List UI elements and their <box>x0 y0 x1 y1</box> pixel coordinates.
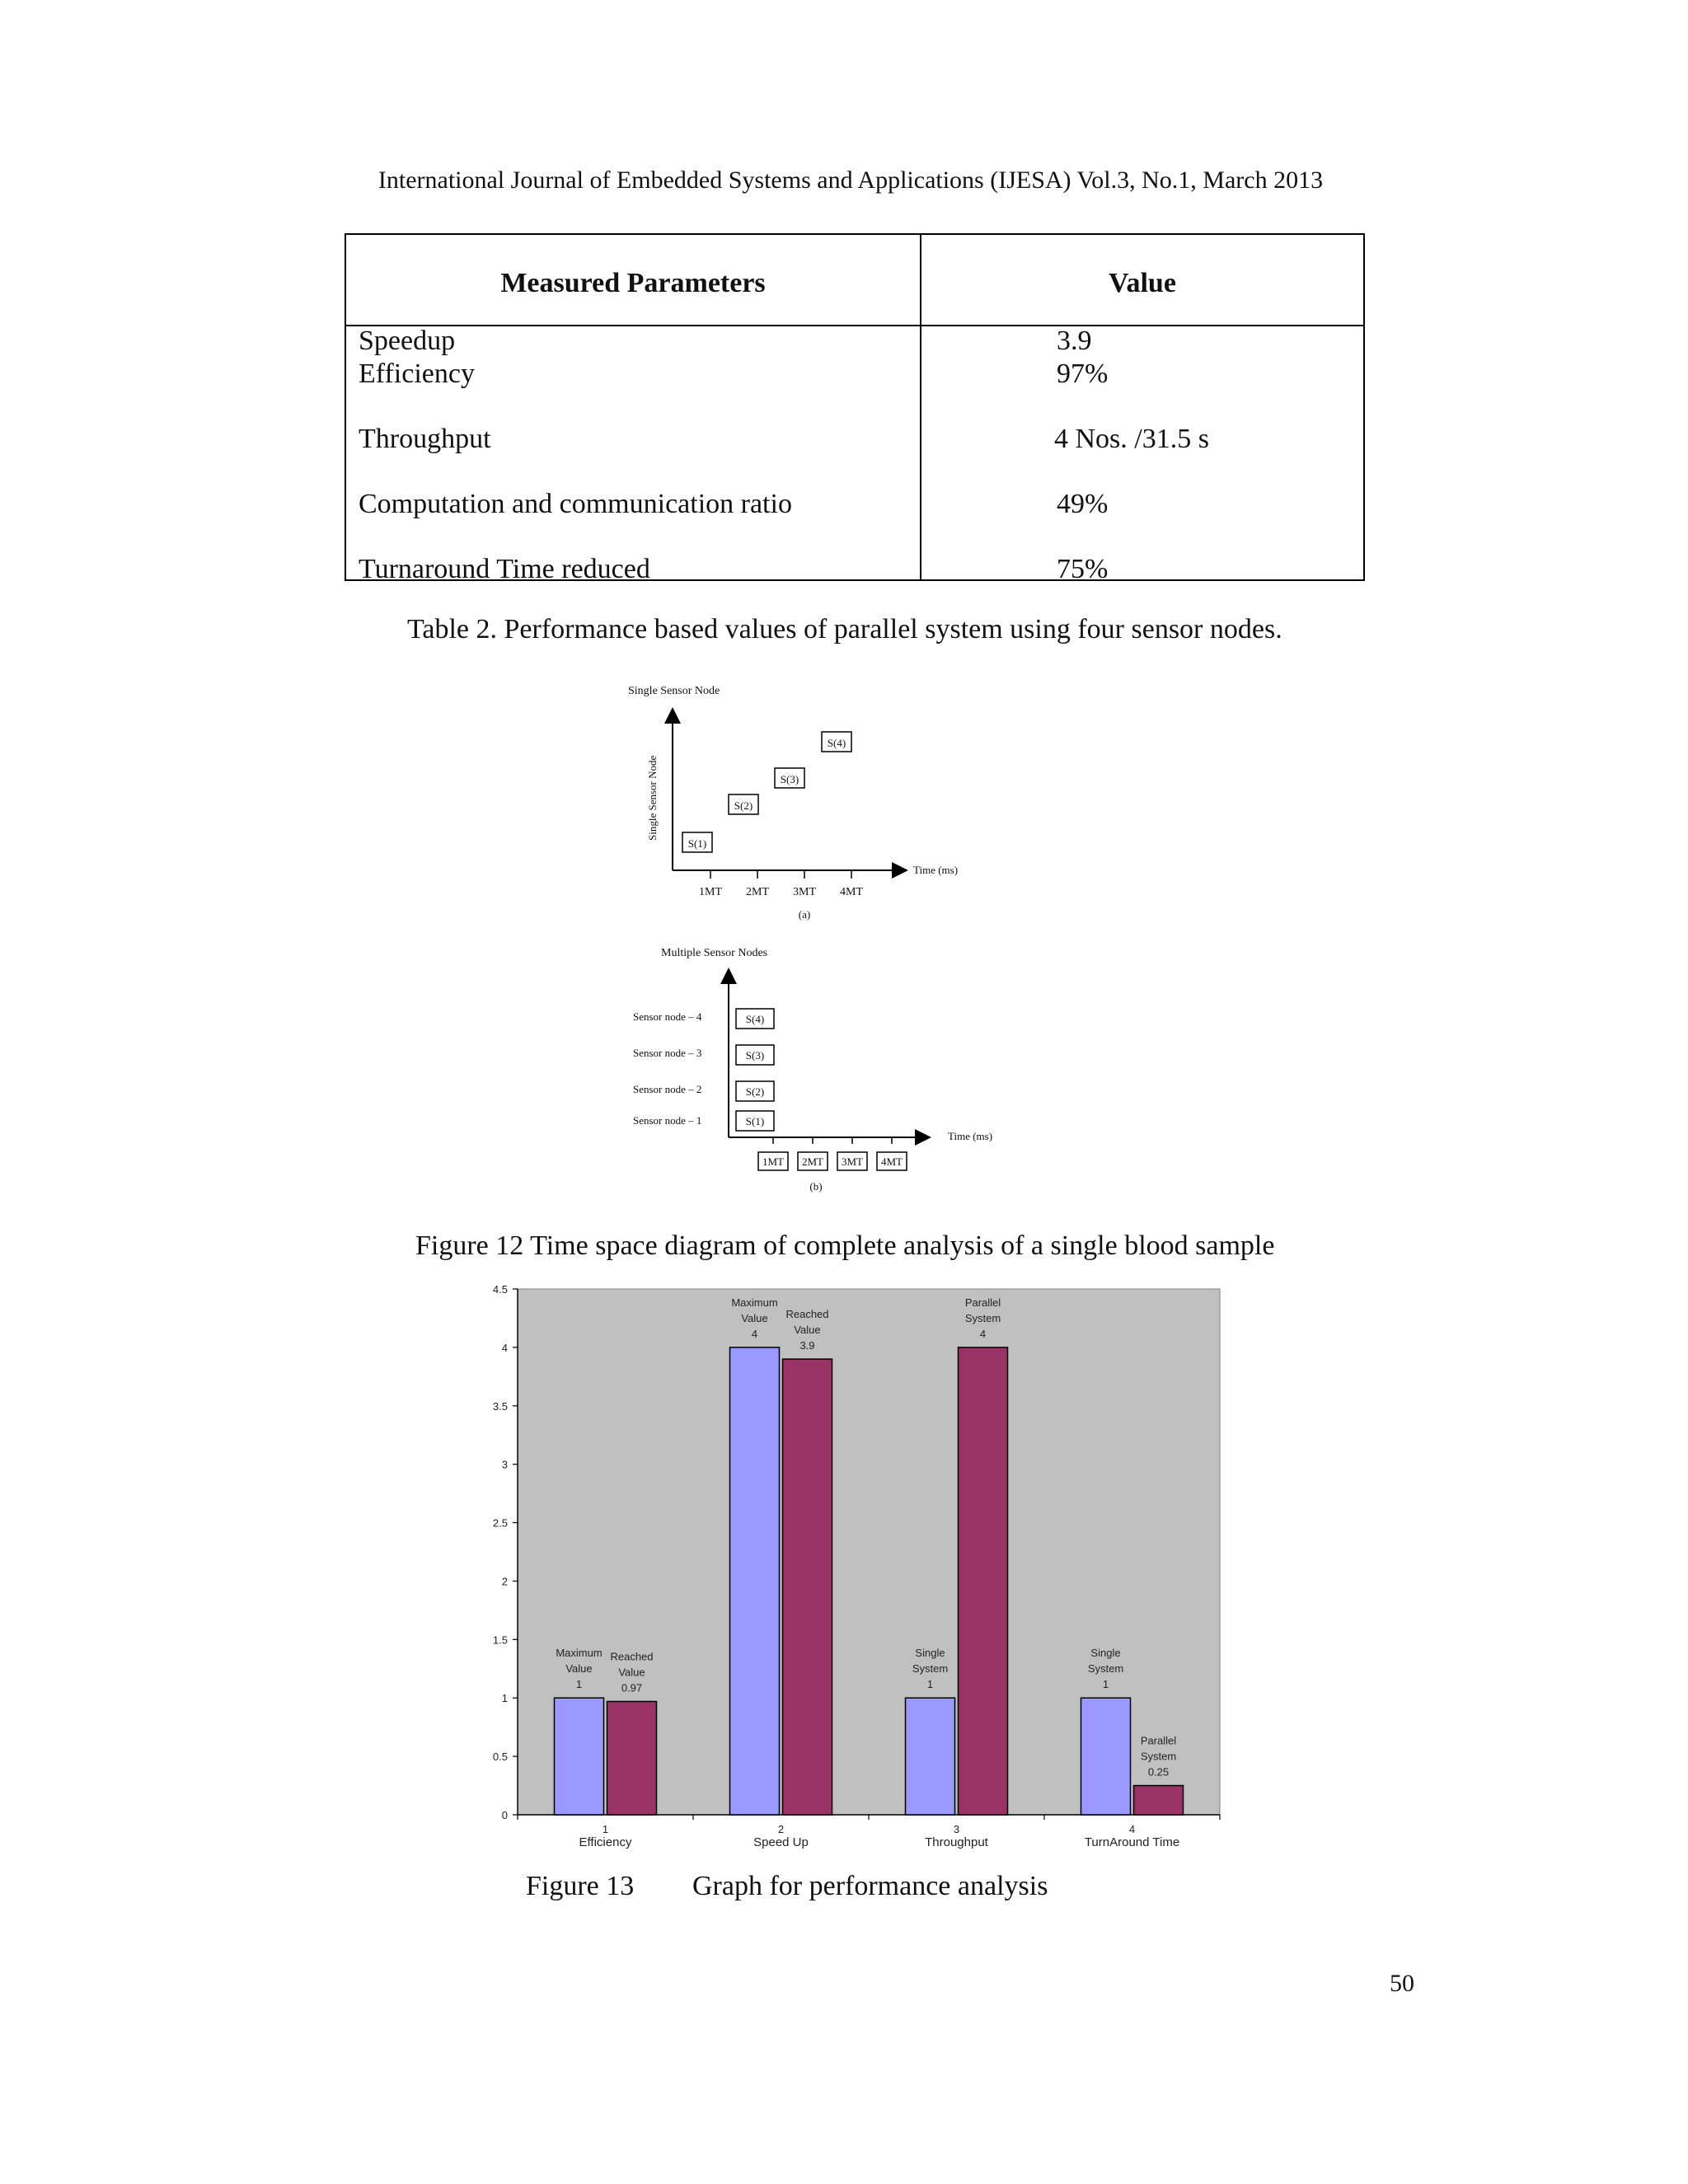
performance-bar-chart <box>462 1276 1253 1861</box>
figure-13-caption-text: Graph for performance analysis <box>692 1871 1048 1901</box>
row-value: 97% <box>1057 359 1109 389</box>
bar <box>1081 1698 1131 1815</box>
bar <box>783 1359 832 1815</box>
tick-label: 4MT <box>881 1155 903 1168</box>
tick-label: 2MT <box>746 886 769 898</box>
bar-value-label: 4 <box>751 1327 758 1340</box>
bar-series-label: System <box>1140 1750 1177 1763</box>
bar-series-label: System <box>964 1311 1001 1324</box>
process-box: S(3) <box>780 773 799 785</box>
page-number: 50 <box>1390 1970 1414 1997</box>
table-caption: Table 2. Performance based values of parallel system using four sensor nodes. <box>407 614 1282 644</box>
bar-series-label: Maximum <box>731 1296 778 1309</box>
x-axis <box>518 1815 1220 1849</box>
row-label: Turnaround Time reduced <box>359 554 650 581</box>
process-box: S(4) <box>827 737 846 749</box>
y-axis <box>493 1283 518 1821</box>
bar <box>555 1698 604 1815</box>
diagram-a-xlabel: Time (ms) <box>913 864 959 876</box>
process-box: S(3) <box>745 1049 765 1062</box>
diagram-b-sublabel: (b) <box>809 1180 823 1193</box>
x-category-label: Throughput <box>925 1835 988 1849</box>
sensor-node-label: Sensor node – 1 <box>633 1114 702 1127</box>
x-category-label: Efficiency <box>579 1835 632 1849</box>
row-label: Speedup <box>359 326 456 356</box>
process-box: S(1) <box>745 1115 765 1127</box>
y-tick-label: 0.5 <box>492 1750 508 1764</box>
y-tick-label: 1 <box>501 1692 508 1705</box>
bar <box>607 1701 657 1815</box>
x-category-number: 1 <box>602 1823 609 1835</box>
y-tick-label: 4.5 <box>492 1283 508 1296</box>
row-label: Efficiency <box>359 359 475 389</box>
process-box: S(4) <box>745 1013 765 1025</box>
x-category-number: 2 <box>777 1823 785 1835</box>
y-tick-label: 2 <box>501 1575 508 1588</box>
figure-12-caption: Figure 12 Time space diagram of complete analysis of a single blood sample <box>415 1230 1275 1261</box>
diagram-a <box>628 685 958 921</box>
tick-label: 4MT <box>840 886 863 898</box>
x-category-label: TurnAround Time <box>1084 1835 1180 1849</box>
y-tick-label: 3.5 <box>492 1399 508 1413</box>
bar-value-label: 1 <box>1102 1678 1109 1691</box>
y-tick-label: 4 <box>501 1341 508 1354</box>
bar-series-label: Maximum <box>556 1647 603 1660</box>
bar-value-label: 1 <box>575 1678 583 1691</box>
bar <box>730 1347 780 1815</box>
diagram-b <box>633 947 992 1193</box>
row-value: 3.9 <box>1057 326 1092 356</box>
time-space-diagram <box>626 676 1022 1203</box>
row-value: 49% <box>1057 489 1109 519</box>
diagram-a-title: Single Sensor Node <box>628 685 720 697</box>
bar-value-label: 4 <box>979 1327 987 1340</box>
bar-series-label: Parallel <box>1140 1734 1177 1747</box>
tick-label: 3MT <box>793 886 816 898</box>
column-header-parameters: Measured Parameters <box>500 268 766 298</box>
bar-series-label: System <box>1087 1662 1124 1675</box>
sensor-node-label: Sensor node – 2 <box>633 1083 702 1095</box>
row-label: Computation and communication ratio <box>359 489 792 519</box>
diagram-b-xlabel: Time (ms) <box>948 1130 993 1142</box>
bar <box>1134 1786 1184 1815</box>
bar-series-label: System <box>912 1662 949 1675</box>
figure-13-caption-number: Figure 13 <box>526 1871 635 1901</box>
diagram-b-title: Multiple Sensor Nodes <box>661 947 768 959</box>
tick-label: 1MT <box>699 886 722 898</box>
bar-value-label: 0.25 <box>1147 1765 1170 1779</box>
bar-series-label: Value <box>618 1666 645 1679</box>
row-label: Throughput <box>359 424 491 454</box>
bar-series-label: Value <box>794 1324 821 1337</box>
bar-series-label: Reached <box>610 1650 654 1663</box>
y-tick-label: 2.5 <box>492 1516 508 1530</box>
bar-value-label: 3.9 <box>799 1339 815 1352</box>
sensor-node-label: Sensor node – 4 <box>633 1010 702 1023</box>
bar-series-label: Value <box>565 1662 593 1675</box>
x-category-label: Speed Up <box>753 1835 809 1849</box>
bar-value-label: 1 <box>926 1678 934 1691</box>
bar-series-label: Reached <box>785 1308 829 1321</box>
bar <box>906 1698 955 1815</box>
journal-header: International Journal of Embedded Systems and Applications (IJESA) Vol.3, No.1, March 2013 <box>377 166 1324 194</box>
parameters-table <box>345 233 1365 581</box>
y-tick-label: 1.5 <box>492 1633 508 1647</box>
diagram-a-ylabel: Single Sensor Node <box>646 755 659 841</box>
tick-label: 3MT <box>842 1155 863 1168</box>
tick-label: 2MT <box>802 1155 823 1168</box>
bar-series-label: Single <box>1090 1647 1121 1660</box>
row-value: 4 Nos. /31.5 s <box>1054 424 1209 454</box>
process-box: S(2) <box>745 1085 765 1098</box>
column-header-value: Value <box>1109 268 1176 298</box>
sensor-node-label: Sensor node – 3 <box>633 1047 702 1059</box>
bar-series-label: Single <box>915 1647 945 1660</box>
bar-series-label: Value <box>741 1311 768 1324</box>
bar <box>959 1347 1008 1815</box>
x-category-number: 3 <box>953 1823 960 1835</box>
bar-series-label: Parallel <box>964 1296 1001 1309</box>
process-box: S(1) <box>687 837 707 850</box>
x-category-number: 4 <box>1128 1823 1136 1835</box>
y-tick-label: 3 <box>501 1458 508 1471</box>
tick-label: 1MT <box>762 1155 784 1168</box>
diagram-a-sublabel: (a) <box>798 908 811 921</box>
process-box: S(2) <box>734 799 753 812</box>
y-tick-label: 0 <box>501 1809 508 1821</box>
bar-value-label: 0.97 <box>621 1681 643 1694</box>
row-value: 75% <box>1057 554 1109 581</box>
